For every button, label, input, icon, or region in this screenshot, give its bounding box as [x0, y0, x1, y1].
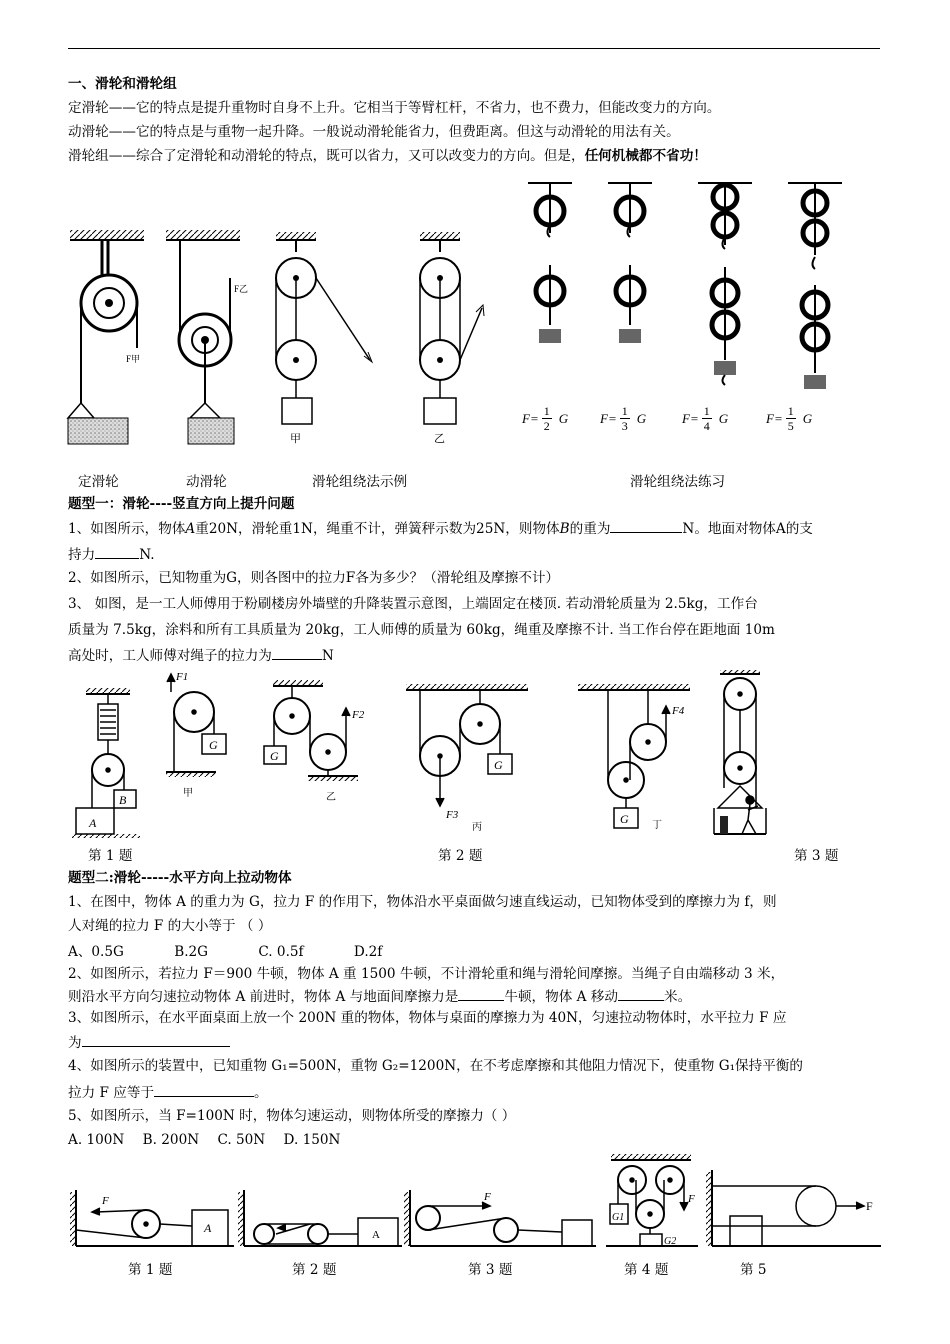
- t2-fig1: [70, 1190, 234, 1246]
- type1-caption-2: 第 2 题: [438, 848, 483, 864]
- type2-q5-options: [68, 1130, 340, 1150]
- moving-pulley-text: 动滑轮——它的特点是与重物一起升降。一般说动滑轮能省力，但费距离。但这与动滑轮的用法有关。: [68, 124, 680, 140]
- t2-fig3: [404, 1190, 596, 1246]
- q5-option-a: A. 100N: [68, 1132, 125, 1148]
- type2-caption-5: 第 5: [740, 1262, 767, 1278]
- t2-fig2: [238, 1190, 402, 1246]
- type1-q1-line2: 持力 N.: [68, 544, 155, 565]
- q2-jia-figure: [166, 671, 226, 799]
- type1-q3-line2: 质量为 7.5kg，涂料和所有工具质量为 20kg，工人师傅的质量为 60kg，绳重及摩擦不计. 当工作台停在距地面 10m: [68, 622, 775, 638]
- type1-q3-line1: 3、 如图，是一工人师傅用于粉刷楼房外墙壁的升降装置示意图，上端固定在楼顶. 若动滑轮质量为 2.5kg，工作台: [68, 596, 758, 612]
- svg-text:A: A: [372, 1229, 380, 1241]
- q2-ding-figure: [578, 684, 690, 831]
- t2-fig5: [706, 1170, 881, 1246]
- q2-bing-figure: [406, 684, 528, 833]
- svg-text:A: A: [89, 816, 97, 830]
- svg-text:G: G: [270, 749, 279, 763]
- yi-label: 乙: [434, 433, 445, 445]
- fraction-formula: F= $\frac{1}{5}$ G: [766, 404, 813, 433]
- type1-q2: 2、如图所示，已知物重为G，则各图中的拉力F各为多少？（滑轮组及摩擦不计）: [68, 570, 560, 586]
- svg-text:G: G: [209, 738, 218, 752]
- pulley-system-text: 滑轮组——综合了定滑轮和动滑轮的特点，既可以省力，又可以改变力的方向。但是，任何机械都不省功！: [68, 148, 707, 164]
- type2-heading: 题型二:滑轮-----水平方向上拉动物体: [68, 870, 292, 886]
- fixed-pulley-diagram: [68, 230, 144, 444]
- svg-text:F: F: [102, 1195, 109, 1207]
- q2-yi-figure: [264, 680, 365, 803]
- q1-option-d: D.2f: [353, 944, 383, 960]
- svg-text:F: F: [866, 1199, 873, 1213]
- type2-q1-line1: 1、在图中，物体 A 的重力为 G，拉力 F 的作用下，物体沿水平桌面做匀速直线运动，已知物体受到的摩擦力为 f，则: [68, 894, 777, 910]
- type2-caption-3: 第 3 题: [468, 1262, 513, 1278]
- practice-half: [528, 183, 842, 389]
- type2-caption-4: 第 4 题: [624, 1262, 669, 1278]
- q3-figure: [714, 670, 766, 834]
- type1-figures: [68, 668, 878, 838]
- fixed-pulley-text: 定滑轮——它的特点是提升重物时自身不上升。它相当于等臂杠杆，不省力，也不费力，但能改变力的方向。: [68, 100, 721, 116]
- svg-text:G2: G2: [664, 1236, 677, 1247]
- caption-example: 滑轮组绕法示例: [312, 474, 408, 490]
- top-rule: [68, 48, 880, 49]
- svg-text:G: G: [620, 812, 629, 826]
- q1-option-a: A、0.5G: [68, 944, 124, 960]
- no-machine-saves-work: 任何机械都不省功！: [584, 148, 707, 164]
- svg-text:F: F: [688, 1193, 695, 1205]
- q1-figure: [72, 688, 140, 838]
- q5-option-d: D. 150N: [283, 1132, 341, 1148]
- type2-q5: 5、如图所示，当 F=100N 时，物体匀速运动，则物体所受的摩擦力（ ）: [68, 1108, 516, 1124]
- f-jia-label: F甲: [126, 354, 141, 364]
- section1-heading: 一、滑轮和滑轮组: [68, 76, 177, 92]
- type1-heading: 题型一：滑轮----竖直方向上提升问题: [68, 496, 295, 512]
- caption-moving-pulley: 动滑轮: [186, 474, 227, 490]
- type1-q3-line3: 高处时，工人师傅对绳子的拉力为 N: [68, 645, 334, 666]
- svg-text:G: G: [494, 758, 503, 772]
- caption-practice: 滑轮组绕法练习: [630, 474, 726, 490]
- moving-pulley-diagram: [166, 230, 248, 444]
- type2-caption-1: 第 1 题: [128, 1262, 173, 1278]
- type1-caption-3: 第 3 题: [794, 848, 839, 864]
- type1-q1-line1: 1、如图所示，物体A重20N，滑轮重1N，绳重不计，弹簧秤示数为25N，则物体B的重为 N。地面对物体A的支: [68, 518, 813, 539]
- type2-figures: [66, 1150, 881, 1250]
- svg-text:丙: 丙: [472, 822, 482, 833]
- type2-q1-line2: 人对绳的拉力 F 的大小等于 （ ）: [68, 918, 272, 934]
- q1-option-c: C. 0.5f: [258, 944, 304, 960]
- caption-fixed-pulley: 定滑轮: [78, 474, 119, 490]
- pulley-basics-figure: [62, 228, 532, 468]
- q5-option-c: C. 50N: [217, 1132, 266, 1148]
- type2-q1-options: [68, 942, 382, 962]
- type1-caption-1: 第 1 题: [88, 848, 133, 864]
- example-yi-diagram: [420, 232, 484, 445]
- fraction-formula: F= $\frac{1}{3}$ G: [600, 404, 647, 433]
- svg-text:F2: F2: [352, 709, 365, 721]
- type2-q2-line2: 则沿水平方向匀速拉动物体 A 前进时，物体 A 与地面间摩擦力是 牛顿，物体 A 移动 米。: [68, 986, 691, 1007]
- example-jia-diagram: [276, 232, 372, 445]
- type2-q4-line1: 4、如图所示的装置中，已知重物 G₁=500N，重物 G₂=1200N，在不考虑摩擦和其他阻力情况下，使重物 G₁保持平衡的: [68, 1058, 803, 1074]
- svg-text:乙: 乙: [326, 792, 336, 803]
- fraction-formula: F= $\frac{1}{2}$ G: [522, 404, 569, 433]
- svg-text:F3: F3: [446, 809, 459, 821]
- type2-q3-line2: 为: [68, 1032, 230, 1053]
- svg-text:F4: F4: [672, 705, 685, 717]
- type2-caption-2: 第 2 题: [292, 1262, 337, 1278]
- svg-text:甲: 甲: [183, 788, 193, 799]
- svg-text:B: B: [119, 793, 127, 807]
- svg-text:F: F: [484, 1191, 491, 1203]
- svg-text:丁: 丁: [652, 820, 662, 831]
- t2-fig4: [606, 1154, 698, 1247]
- svg-text:F1: F1: [176, 671, 189, 683]
- type2-q2-line1: 2、如图所示，若拉力 F＝900 牛顿，物体 A 重 1500 牛顿，不计滑轮重和绳与滑轮间摩擦。当绳子自由端移动 3 米，: [68, 966, 785, 982]
- fraction-formula: F= $\frac{1}{4}$ G: [682, 404, 729, 433]
- q1-option-b: B.2G: [174, 944, 209, 960]
- svg-text:A: A: [204, 1221, 212, 1235]
- type2-q3-line1: 3、如图所示，在水平面桌面上放一个 200N 重的物体，物体与桌面的摩擦力为 40N，匀速拉动物体时，水平拉力 F 应: [68, 1010, 787, 1026]
- svg-text:G1: G1: [612, 1212, 625, 1223]
- f-yi-label: F乙: [234, 284, 249, 294]
- jia-label: 甲: [290, 433, 301, 445]
- type2-q4-line2: 拉力 F 应等于 。: [68, 1082, 268, 1103]
- q5-option-b: B. 200N: [142, 1132, 200, 1148]
